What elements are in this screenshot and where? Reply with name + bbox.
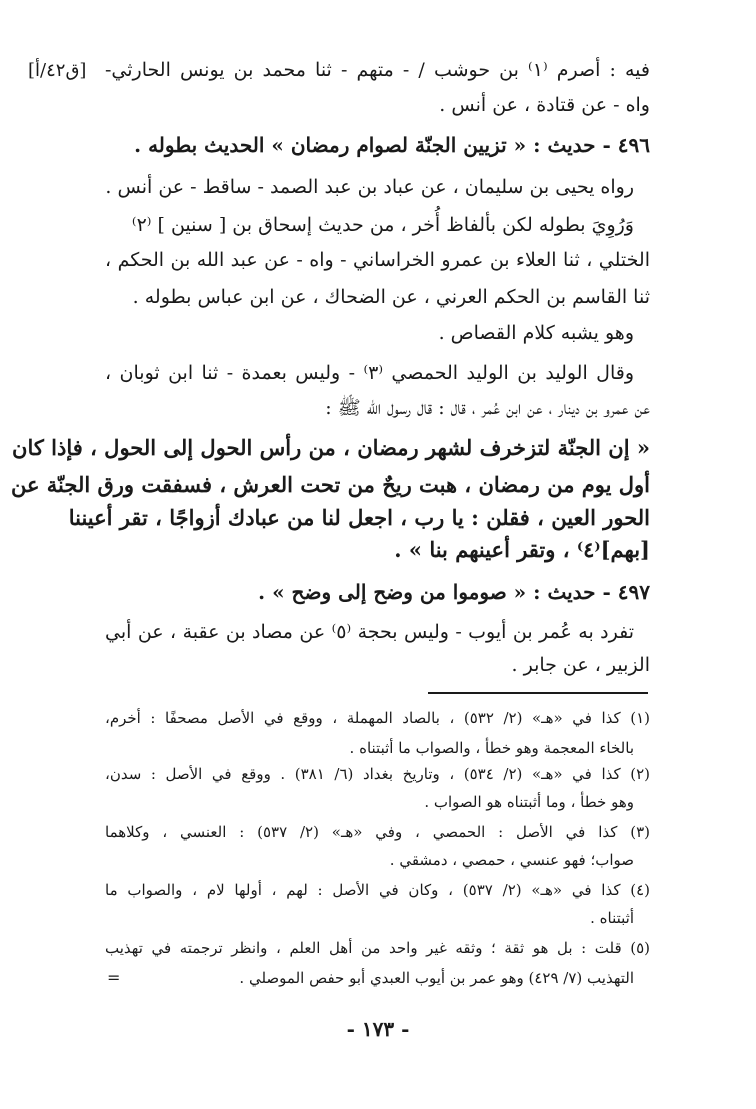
footnote-line: بالخاء المعجمة وهو خطأ ، والصواب ما أثبتناه . <box>349 739 634 757</box>
text-line: تفرد به عُمر بن أيوب - وليس بحجة ⁽٥⁾ عن مصاد بن عقبة ، عن أبي <box>105 621 634 643</box>
text-line: الختلي ، ثنا العلاء بن عمرو الخراساني - واه - عن عبد الله بن الحكم ، <box>105 249 650 271</box>
hadith-text-line: « إن الجنّة لتزخرف لشهر رمضان ، من رأس الحول إلى الحول ، فإذا كان <box>12 435 650 460</box>
hadith-entry-heading: ٤٩٧ - حديث : « صوموا من وضح إلى وضح » . <box>258 580 650 604</box>
hadith-text-line: [بهم]⁽٤⁾ ، وتقر أعينهم بنا » . <box>394 537 650 562</box>
text-line: الزبير ، عن جابر . <box>511 654 650 676</box>
text-line: رواه يحيى بن سليمان ، عن عباد بن عبد الصمد - ساقط - عن أنس . <box>105 176 634 198</box>
text-line: واه - عن قتادة ، عن أنس . <box>439 94 650 116</box>
footnote-line: وهو خطأ ، وما أثبتناه هو الصواب . <box>424 793 634 811</box>
text-line: وقال الوليد بن الوليد الحمصي ⁽٣⁾ - وليس بعمدة - ثنا ابن ثوبان ، <box>105 362 635 384</box>
hadith-text-line: أول يوم من رمضان ، هبت ريحٌ من تحت العرش ، فسفقت ورق الجنّة عن <box>10 472 650 497</box>
text-line: وهو يشبه كلام القصاص . <box>438 322 634 344</box>
footnote-line: (٥) قلت : بل هو ثقة ؛ وثقه غير واحد من أهل العلم ، وانظر ترجمته في تهذيب <box>105 939 650 957</box>
hadith-entry-heading: ٤٩٦ - حديث : « تزيين الجنّة لصوام رمضان » الحديث بطوله . <box>134 133 650 157</box>
text-line: عن عمرو بن دينار ، عن ابن عُمر ، قال : قال رسول الله ﷺ : <box>325 397 650 419</box>
footnote-line: (٤) كذا في «هـ» (٢/ ٥٣٧) ، وكان في الأصل : لهم ، أولها لام ، والصواب ما <box>105 881 651 899</box>
footnote-line: (٣) كذا في الأصل : الحمصي ، وفي «هـ» (٢/ ٥٣٧) : العنسي ، وكلاهما <box>105 823 650 841</box>
footnote-line: التهذيب (٧/ ٤٢٩) وهو عمر بن أيوب العبدي أبو حفص الموصلي . <box>239 969 634 987</box>
text-line: ثنا القاسم بن الحكم العرني ، عن الضحاك ، عن ابن عباس بطوله . <box>132 286 650 308</box>
hadith-text-line: الحور العين ، فقلن : يا رب ، اجعل لنا من عبادك أزواجًا ، تقر أعيننا <box>68 505 650 530</box>
footnote-line: أثبتناه . <box>590 909 634 927</box>
footnote-line: (١) كذا في «هـ» (٢/ ٥٣٢) ، بالصاد المهملة ، ووقع في الأصل مصحفًا : أخرم، <box>105 709 650 727</box>
footnote-line: صواب؛ فهو عنسي ، حمصي ، دمشقي . <box>389 851 634 869</box>
page-number: - ١٧٣ - <box>346 1017 410 1041</box>
text-line: فيه : أصرم ⁽١⁾ بن حوشب / - متهم - ثنا محمد بن يونس الحارثي- <box>105 59 650 81</box>
continuation-mark: = <box>107 968 121 987</box>
footnote-line: (٢) كذا في «هـ» (٢/ ٥٣٤) ، وتاريخ بغداد (٦/ ٣٨١) . ووقع في الأصل : سدن، <box>105 765 650 783</box>
text-line: وَرُوِيَ بطوله لكن بألفاظ أُخر ، من حديث إسحاق بن [ سنين ] ⁽٢⁾ <box>131 214 634 236</box>
manuscript-folio-reference: [ق٤٢/أ] <box>28 60 87 81</box>
footnote-separator <box>428 692 648 694</box>
